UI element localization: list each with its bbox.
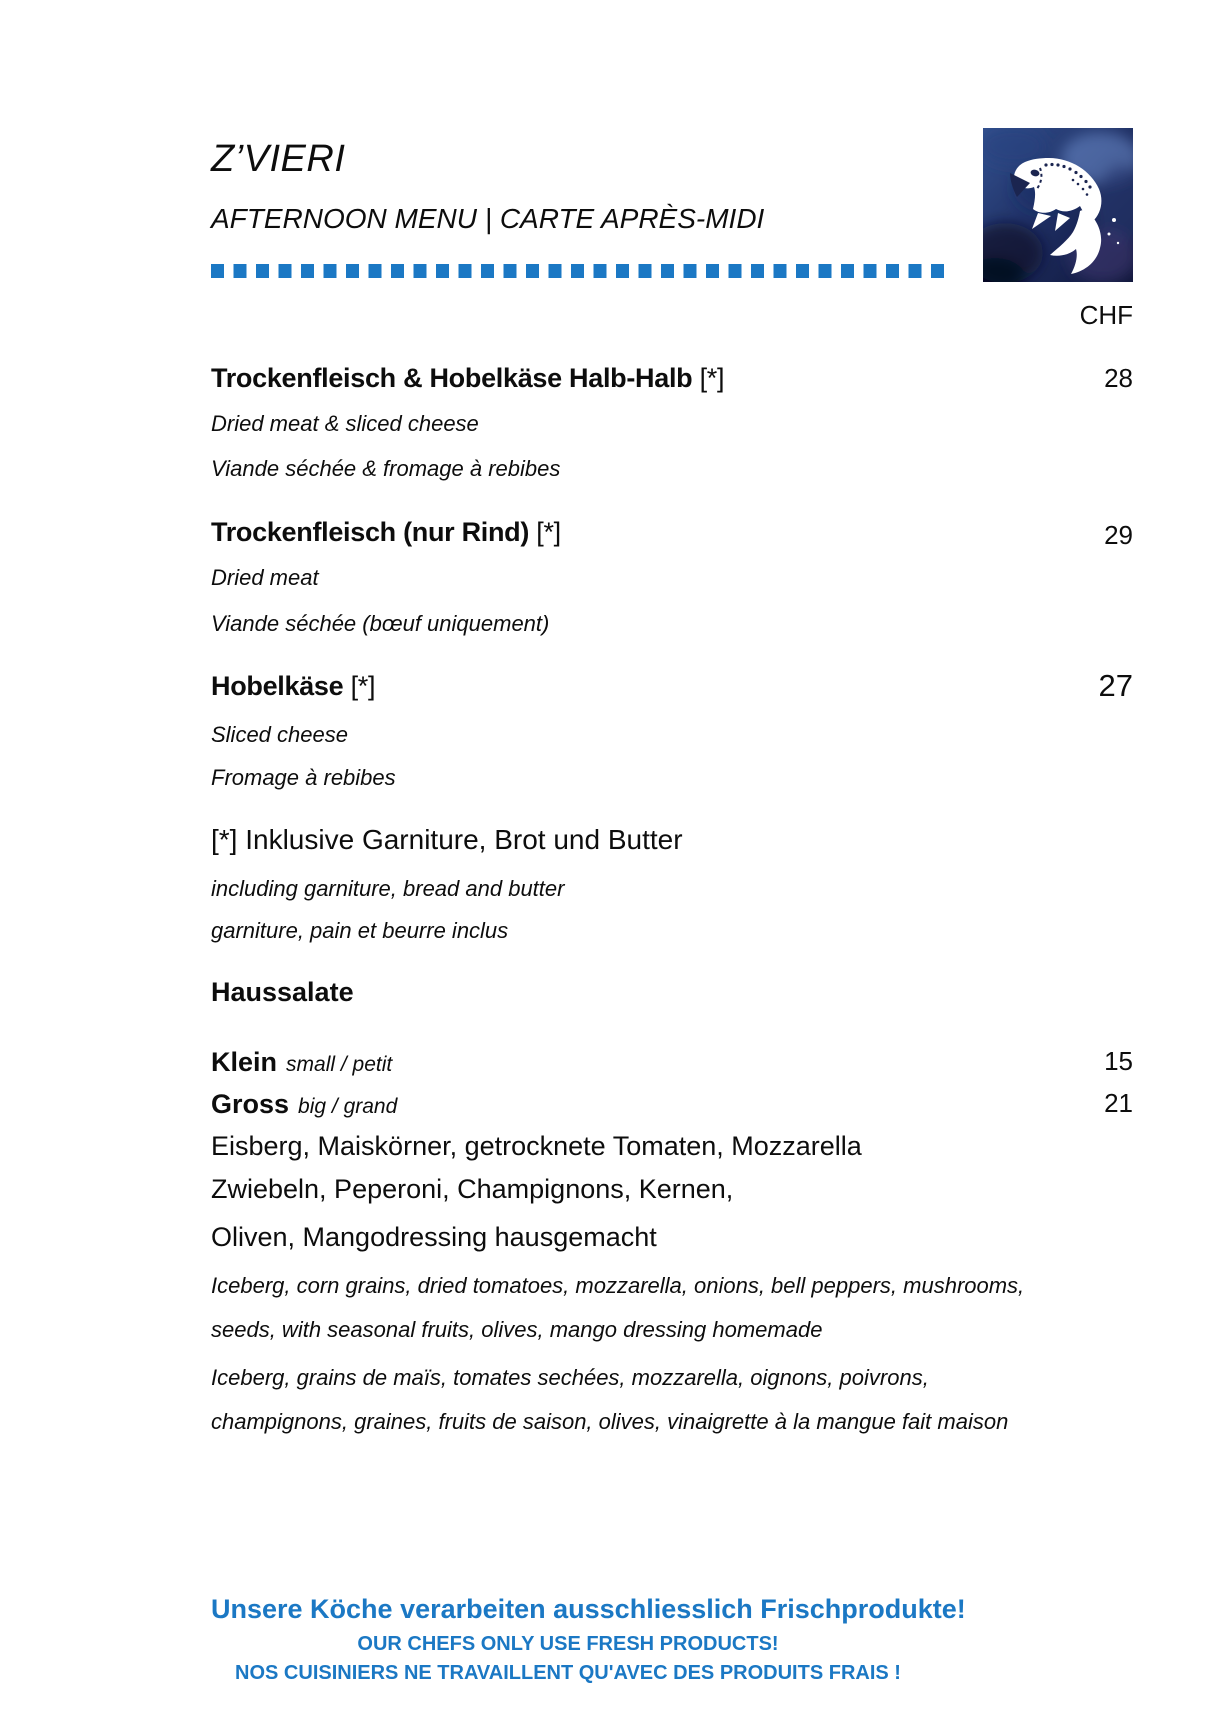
garnish-marker: [*] [350,671,376,701]
currency-header: CHF [1079,300,1133,330]
salad-desc-en: seeds, with seasonal fruits, olives, mango dressing homemade [211,1317,823,1342]
size-sublabel: big / grand [298,1095,398,1118]
salad-size-row [211,1089,397,1120]
dish-desc-fr: Viande séchée (bœuf uniquement) [211,611,550,636]
dish-desc-en: Sliced cheese [211,722,348,747]
salad-desc-en: Iceberg, corn grains, dried tomatoes, mozzarella, onions, bell peppers, mushrooms, [211,1273,1025,1298]
dish-price: 27 [1098,668,1133,703]
page-title: Z’VIERI [211,138,346,180]
salad-desc-de: Oliven, Mangodressing hausgemacht [211,1222,657,1252]
dotted-divider [211,264,953,278]
dish-desc-fr: Fromage à rebibes [211,765,396,790]
garnish-note-fr: garniture, pain et beurre inclus [211,918,509,943]
footer-note-de: Unsere Köche verarbeiten ausschliesslich Frischprodukte! [211,1594,966,1624]
size-sublabel: small / petit [286,1053,393,1076]
dish-name: Trockenfleisch (nur Rind) [*] [211,517,561,547]
garnish-marker: [*] [536,517,561,547]
dish-desc-en: Dried meat [211,565,319,590]
dish-name: Trockenfleisch & Hobelkäse Halb-Halb [*] [211,363,725,393]
section-heading-haussalate: Haussalate [211,977,354,1007]
garnish-marker: [*] [699,363,725,393]
dish-price: 29 [1104,520,1133,550]
dish-desc-fr: Viande séchée & fromage à rebibes [211,456,561,481]
salad-desc-de: Eisberg, Maiskörner, getrocknete Tomaten, Mozzarella [211,1131,862,1161]
salad-size-row [211,1047,392,1078]
page-subtitle: AFTERNOON MENU | CARTE APRÈS-MIDI [211,203,765,234]
salad-desc-fr: champignons, graines, fruits de saison, olives, vinaigrette à la mangue fait maison [211,1409,1009,1434]
footer-note-fr: NOS CUISINIERS NE TRAVAILLENT QU'AVEC DES PRODUITS FRAIS ! [235,1662,901,1684]
dish-name: Hobelkäse [*] [211,671,376,701]
fish-logo-icon [983,128,1133,282]
footer-note-en: OUR CHEFS ONLY USE FRESH PRODUCTS! [357,1633,779,1655]
dish-price: 28 [1104,363,1133,393]
size-label: Klein [211,1047,278,1077]
garnish-note-en: including garniture, bread and butter [211,876,565,901]
size-label: Gross [211,1089,290,1119]
size-price: 15 [1104,1046,1133,1076]
dish-desc-en: Dried meat & sliced cheese [211,411,479,436]
salad-desc-fr: Iceberg, grains de maïs, tomates sechées, mozzarella, oignons, poivrons, [211,1365,929,1390]
salad-desc-de: Zwiebeln, Peperoni, Champignons, Kernen, [211,1174,734,1204]
size-price: 21 [1104,1088,1133,1118]
garnish-note-de: [*] Inklusive Garniture, Brot und Butter [211,824,683,855]
